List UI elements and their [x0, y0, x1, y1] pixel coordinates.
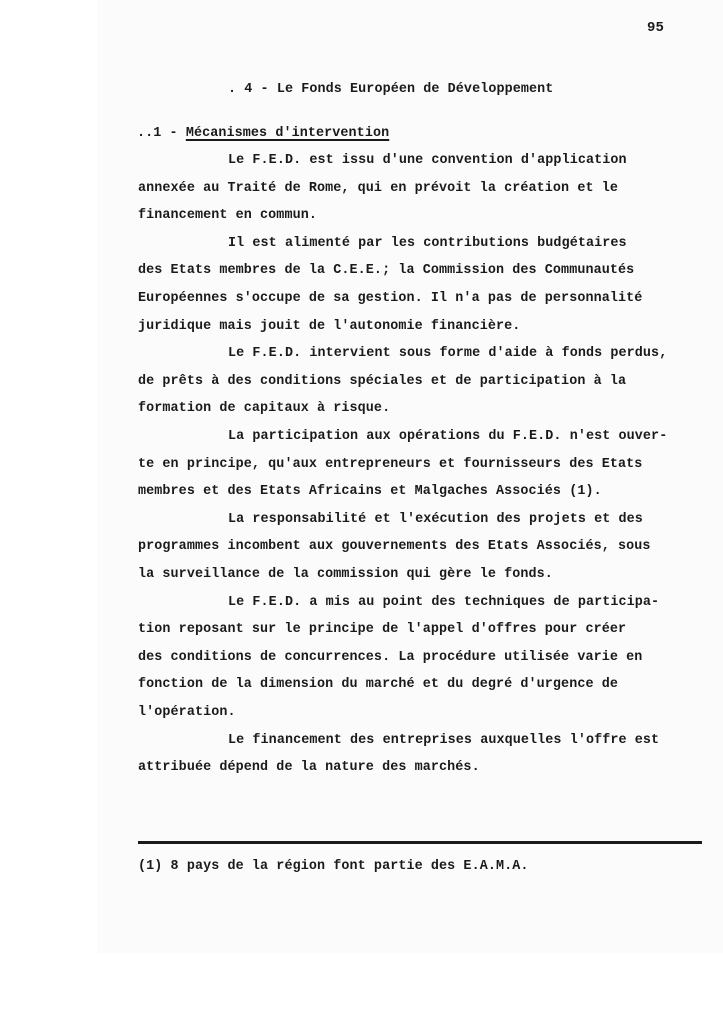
body-line: La participation aux opérations du F.E.D. n'est ouver-: [228, 429, 668, 444]
body-line: fonction de la dimension du marché et du degré d'urgence de: [138, 677, 619, 693]
section-title: . 4 - Le Fonds Européen de Développement: [228, 82, 554, 97]
body-line: la surveillance de la commission qui gère le fonds.: [138, 567, 553, 582]
body-line: formation de capitaux à risque.: [138, 401, 391, 417]
body-line: tion reposant sur le principe de l'appel d'offres pour créer: [138, 622, 627, 638]
body-line: programmes incombent aux gouvernements des Etats Associés, sous: [138, 539, 651, 555]
body-line: Le F.E.D. a mis au point des techniques de participa-: [228, 594, 660, 610]
subsection-title: Mécanismes d'intervention: [185, 126, 390, 141]
body-line: des conditions de concurrences. La procédure utilisée varie en: [138, 649, 643, 665]
body-line: Le financement des entreprises auxquelles l'offre est: [228, 732, 660, 748]
subsection-number: ..1 -: [137, 126, 186, 141]
body-line: membres et des Etats Africains et Malgaches Associés (1).: [138, 484, 602, 500]
body-line: de prêts à des conditions spéciales et de participation à la: [138, 373, 627, 389]
body-line: l'opération.: [138, 705, 236, 720]
body-line: juridique mais jouit de l'autonomie financière.: [138, 318, 521, 334]
body-line: attribuée dépend de la nature des marchés.: [138, 760, 480, 776]
body-line: te en principe, qu'aux entrepreneurs et fournisseurs des Etats: [138, 456, 643, 472]
footnote: (1) 8 pays de la région font partie des E.A.M.A.: [138, 859, 529, 874]
body-line: Il est alimenté par les contributions budgétaires: [228, 235, 627, 251]
document-page: [97, 0, 723, 953]
page-number: 95: [647, 20, 665, 36]
body-line: Le F.E.D. est issu d'une convention d'application: [228, 153, 627, 168]
subsection-heading: [137, 126, 389, 141]
footnote-separator: [138, 841, 702, 844]
body-line: financement en commun.: [138, 208, 317, 224]
body-line: Européennes s'occupe de sa gestion. Il n'a pas de personnalité: [138, 291, 643, 306]
body-line: Le F.E.D. intervient sous forme d'aide à fonds perdus,: [228, 346, 668, 362]
body-line: annexée au Traité de Rome, qui en prévoit la création et le: [138, 180, 619, 196]
body-line: des Etats membres de la C.E.E.; la Commission des Communautés: [138, 263, 635, 279]
body-line: La responsabilité et l'exécution des projets et des: [228, 511, 643, 527]
